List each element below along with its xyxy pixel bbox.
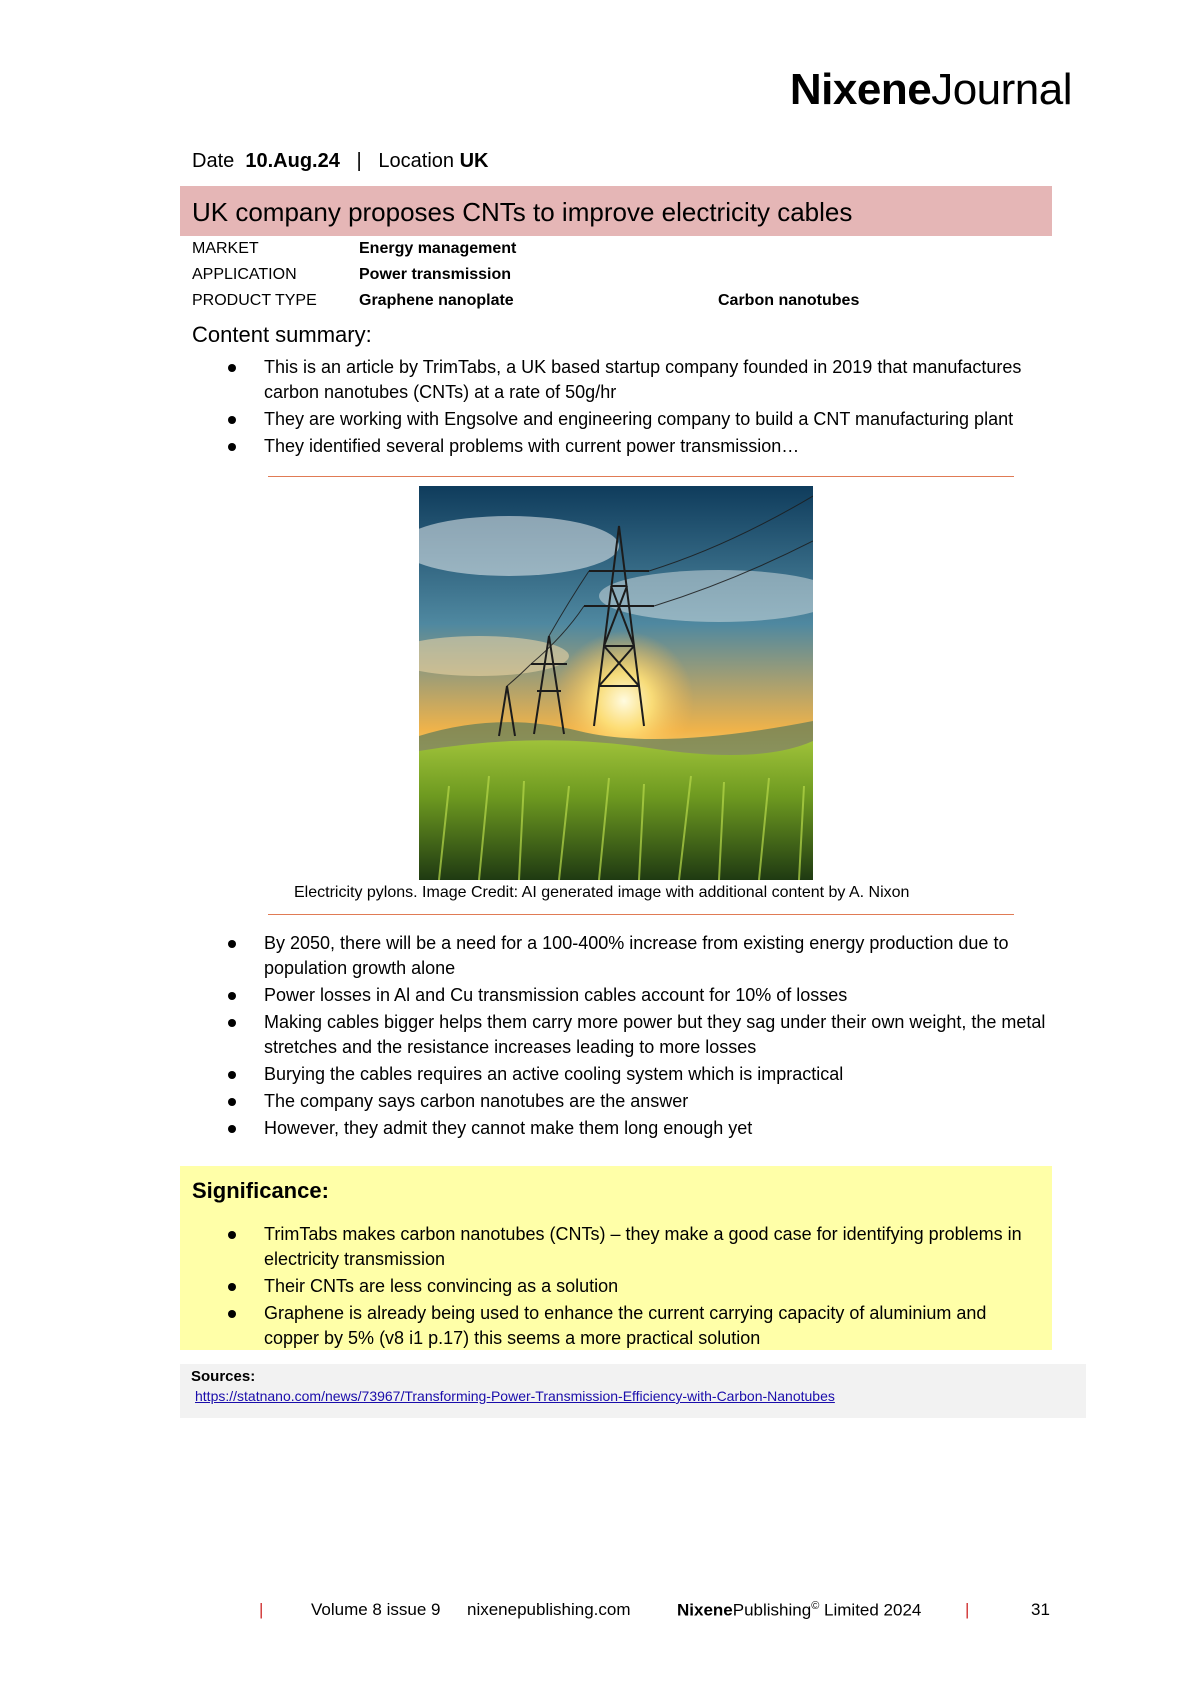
location-value: UK (459, 150, 489, 172)
significance-heading: Significance: (192, 1178, 329, 1203)
sources-label: Sources: (191, 1368, 256, 1385)
bullet-icon (228, 1231, 236, 1239)
application-label: APPLICATION (192, 266, 297, 283)
dateline: Date 10.Aug.24 | Location UK (192, 150, 489, 172)
page-number: 31 (1031, 1600, 1050, 1619)
market-value: Energy management (359, 240, 517, 257)
footer-separator-left: | (259, 1600, 264, 1619)
bullet-icon (228, 1283, 236, 1291)
sources-box (180, 1364, 1086, 1418)
footer-separator-right: | (965, 1600, 970, 1619)
list-item: Their CNTs are less convincing as a solution (228, 1274, 1040, 1299)
bullet-icon (228, 416, 236, 424)
product-type-value-2: Carbon nanotubes (718, 292, 860, 309)
list-item: The company says carbon nanotubes are the answer (228, 1089, 1058, 1114)
application-value: Power transmission (359, 266, 512, 283)
bullet-icon (228, 1019, 236, 1027)
list-item: By 2050, there will be a need for a 100-400% increase from existing energy production due to population growth alone (228, 931, 1058, 981)
list-item: Graphene is already being used to enhance the current carrying capacity of aluminium and copper by 5% (v8 i1 p.17) this seems a more practical solution (228, 1301, 1040, 1351)
pylons-image (419, 486, 813, 880)
list-item: Making cables bigger helps them carry more power but they sag under their own weight, the metal stretches and the resistance increases leading to more losses (228, 1010, 1058, 1060)
market-label: MARKET (192, 240, 259, 257)
bullet-icon (228, 1310, 236, 1318)
bullet-icon (228, 1098, 236, 1106)
article-title-band (180, 186, 1052, 236)
pylons-illustration (419, 486, 813, 880)
image-caption: Electricity pylons. Image Credit: AI generated image with additional content by A. Nixon (294, 884, 910, 901)
bullet-icon (228, 443, 236, 451)
list-item: TrimTabs makes carbon nanotubes (CNTs) – they make a good case for identifying problems in electricity transmission (228, 1222, 1040, 1272)
footer-publisher: NixenePublishing© Limited 2024 (677, 1600, 922, 1620)
list-item: However, they admit they cannot make them long enough yet (228, 1116, 1058, 1141)
bullet-icon (228, 940, 236, 948)
divider-bottom (268, 914, 1014, 915)
article-title: UK company proposes CNTs to improve electricity cables (192, 197, 853, 227)
significance-list (228, 1222, 1040, 1353)
bullet-icon (228, 364, 236, 372)
divider-top (268, 476, 1014, 477)
bullet-icon (228, 1071, 236, 1079)
bullet-icon (228, 1125, 236, 1133)
date-value: 10.Aug.24 (245, 150, 340, 172)
product-type-label: PRODUCT TYPE (192, 292, 317, 309)
details-list (228, 931, 1058, 1143)
significance-box (180, 1166, 1052, 1350)
footer-volume: Volume 8 issue 9 (311, 1600, 441, 1619)
list-item: They are working with Engsolve and engineering company to build a CNT manufacturing plant (228, 407, 1058, 432)
content-summary-heading: Content summary: (192, 322, 372, 347)
source-link[interactable]: https://statnano.com/news/73967/Transforming-Power-Transmission-Efficiency-with-Carbon-Nanotubes (195, 1388, 835, 1404)
list-item: Burying the cables requires an active cooling system which is impractical (228, 1062, 1058, 1087)
summary-list (228, 355, 1058, 461)
footer-site: nixenepublishing.com (467, 1600, 631, 1619)
product-type-value: Graphene nanoplate (359, 292, 514, 309)
bullet-icon (228, 992, 236, 1000)
list-item: Power losses in Al and Cu transmission cables account for 10% of losses (228, 983, 1058, 1008)
list-item: They identified several problems with current power transmission… (228, 434, 1058, 459)
journal-logo: NixeneJournal (789, 65, 1072, 114)
list-item: This is an article by TrimTabs, a UK based startup company founded in 2019 that manufactures carbon nanotubes (CNTs) at a rate of 50g/hr (228, 355, 1058, 405)
